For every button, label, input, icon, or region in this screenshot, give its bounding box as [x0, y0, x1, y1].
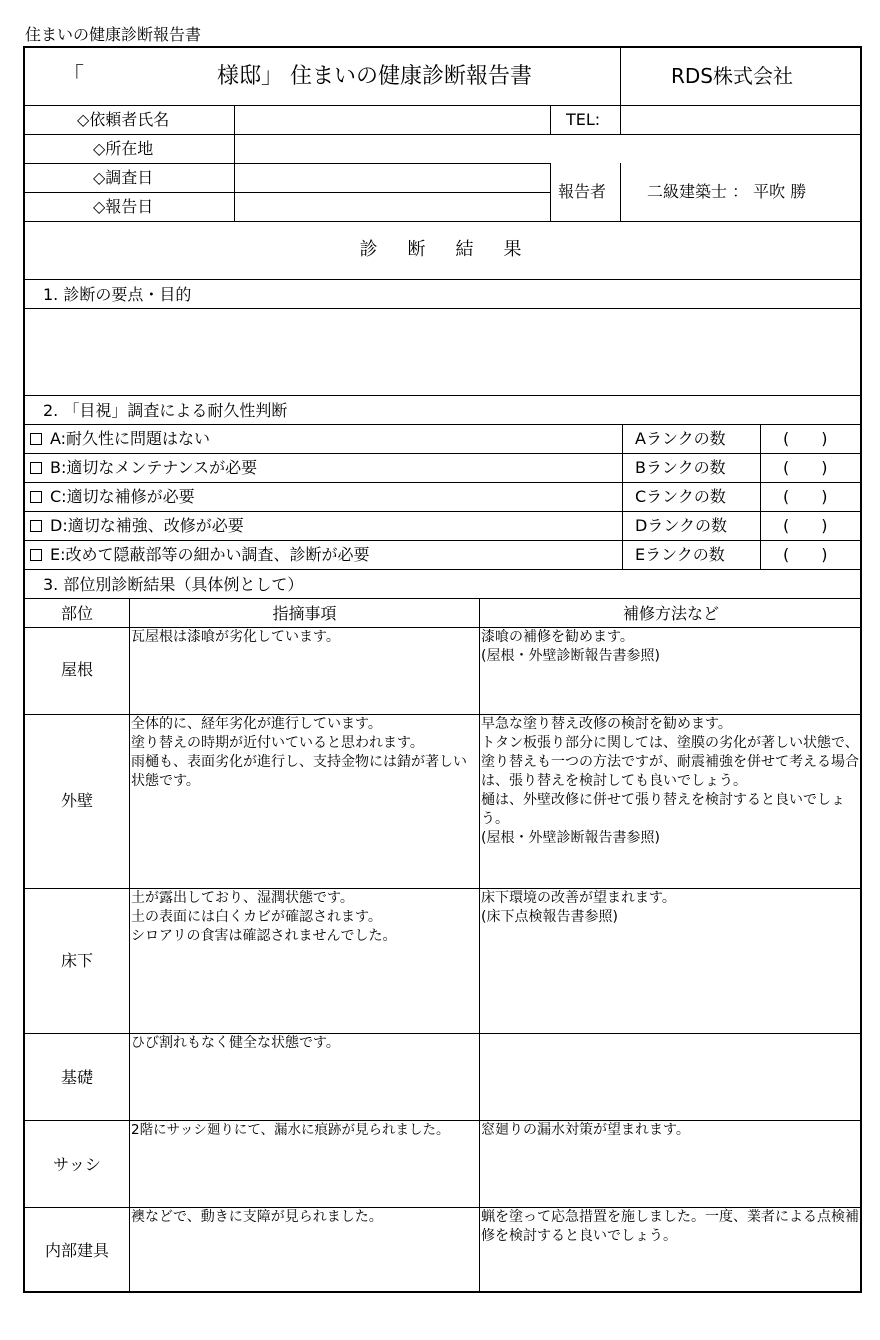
rank-c-count[interactable]: ( ) — [783, 487, 828, 506]
report-sheet — [23, 46, 862, 1293]
rank-a-count-label: Aランクの数 — [635, 429, 726, 448]
rank-e-count-label: Eランクの数 — [635, 545, 725, 564]
client-name-field[interactable] — [235, 106, 550, 134]
table-row-remedy: 早急な塗り替え改修の検討を勧めます。 トタン板張り部分に関しては、塗膜の劣化が著しい状態で、塗り替えも一つの方法ですが、耐震補強を併せて考える場合は、張り替えを検討しても良いでしょう。 樋は、外壁改修に併せて張り替えを検討すると良いでしょう。 (屋根・外壁診断報告書参照) — [481, 716, 859, 846]
rank-a-checkbox[interactable] — [30, 433, 42, 445]
rank-a-count[interactable]: ( ) — [783, 429, 828, 448]
table-row-finding: 瓦屋根は漆喰が劣化しています。 — [131, 629, 340, 645]
section3-title: 3. 部位別診断結果（具体例として） — [43, 575, 304, 594]
table-row-part: 内部建具 — [44, 1241, 109, 1260]
table-row-finding: ひび割れもなく健全な状態です。 — [131, 1035, 340, 1051]
survey-date-field[interactable] — [235, 164, 550, 192]
address-field[interactable] — [235, 135, 862, 163]
report-title: 様邸」 住まいの健康診断報告書 — [217, 64, 532, 89]
rank-c-checkbox[interactable] — [30, 491, 42, 503]
table-row-remedy: 窓廻りの漏水対策が望まれます。 — [481, 1122, 690, 1138]
reporter-name: 二級建築士 ： 平吹 勝 — [647, 182, 807, 201]
client-name-label: ◇依頼者氏名 — [77, 110, 170, 129]
reporter-label: 報告者 — [558, 182, 607, 201]
survey-date-label: ◇調査日 — [93, 168, 154, 187]
tel-field[interactable] — [621, 106, 862, 134]
table-row-remedy: 床下環境の改善が望まれます。 (床下点検報告書参照) — [481, 890, 676, 925]
column-header-remedy: 補修方法など — [622, 604, 719, 623]
table-row-finding: 土が露出しており、湿潤状態です。 土の表面には白くカビが確認されます。 シロアリの食害は確認されませんでした。 — [131, 890, 397, 944]
section2-title: 2. 「目視」調査による耐久性判断 — [43, 401, 288, 420]
rank-b-count[interactable]: ( ) — [783, 458, 828, 477]
rank-d-count-label: Dランクの数 — [635, 516, 728, 535]
rank-e-checkbox[interactable] — [30, 549, 42, 561]
rank-c-count-label: Cランクの数 — [635, 487, 726, 506]
document-caption: 住まいの健康診断報告書 — [25, 25, 202, 44]
table-row-remedy: 漆喰の補修を勧めます。 (屋根・外壁診断報告書参照) — [481, 629, 660, 664]
table-row-part: 床下 — [60, 951, 93, 970]
address-label: ◇所在地 — [93, 139, 154, 158]
rank-b-checkbox[interactable] — [30, 462, 42, 474]
section1-content-area[interactable] — [26, 309, 861, 395]
table-row-finding: 2階にサッシ廻りにて、漏水に痕跡が見られました。 — [131, 1122, 450, 1138]
table-row-part: サッシ — [53, 1155, 101, 1174]
rank-b-label: B:適切なメンテナンスが必要 — [50, 458, 258, 477]
rank-b-count-label: Bランクの数 — [635, 458, 726, 477]
rank-d-checkbox[interactable] — [30, 520, 42, 532]
table-row-part: 基礎 — [60, 1068, 93, 1087]
diagnosis-result-title: 診 断 結 果 — [359, 239, 528, 260]
report-date-label: ◇報告日 — [93, 197, 154, 216]
table-row-remedy: 蝋を塗って応急措置を施しました。一度、業者による点検補修を検討すると良いでしょう。 — [481, 1209, 859, 1244]
section1-title: 1. 診断の要点・目的 — [43, 285, 192, 304]
column-header-finding: 指摘事項 — [272, 604, 337, 623]
tel-label: TEL: — [566, 110, 601, 129]
report-date-field[interactable] — [235, 193, 550, 221]
company-name: RDS株式会社 — [671, 64, 793, 88]
table-row-part: 屋根 — [60, 660, 93, 679]
rank-e-count[interactable]: ( ) — [783, 545, 828, 564]
title-bracket: 「 — [62, 64, 85, 89]
rank-d-label: D:適切な補強、改修が必要 — [50, 516, 244, 535]
table-row-part: 外壁 — [60, 791, 93, 810]
rank-a-label: A:耐久性に問題はない — [50, 429, 211, 448]
rank-e-label: E:改めて隠蔽部等の細かい調査、診断が必要 — [50, 545, 370, 564]
rank-c-label: C:適切な補修が必要 — [50, 487, 195, 506]
table-row-finding: 襖などで、動きに支障が見られました。 — [131, 1209, 383, 1225]
table-row-finding: 全体的に、経年劣化が進行しています。 塗り替えの時期が近付いていると思われます。 雨樋も、表面劣化が進行し、支持金物には錆が著しい状態です。 — [131, 716, 467, 789]
rank-d-count[interactable]: ( ) — [783, 516, 828, 535]
column-header-part: 部位 — [60, 604, 93, 623]
